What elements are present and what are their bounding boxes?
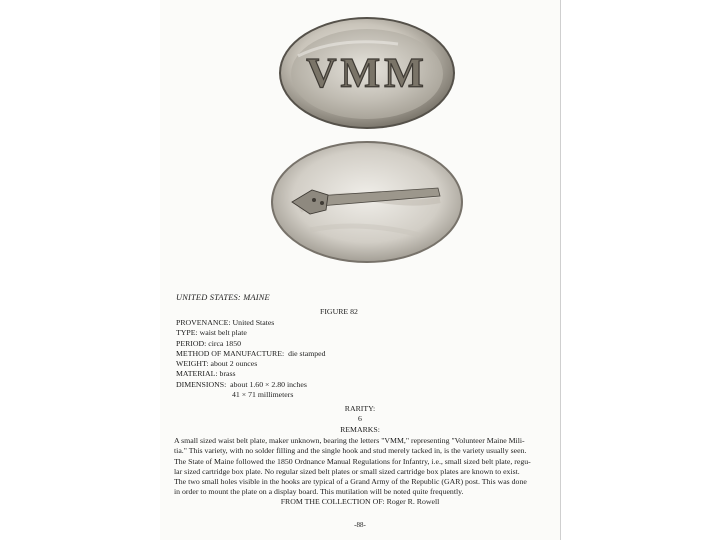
remarks-line: The two small holes visible in the hooks are typical of a Grand Army of the Republic (GAR) post. This was done <box>174 477 527 487</box>
field-label: MATERIAL <box>176 369 216 379</box>
field-label: DIMENSIONS <box>176 379 225 389</box>
field-value: about 1.60 × 2.80 inches <box>230 379 307 389</box>
remarks-line: The State of Maine followed the 1850 Ordnance Manual Regulations for Infantry, i.e., small sized belt plate, regu- <box>174 456 531 466</box>
rarity-block <box>0 404 720 435</box>
figure-label: FIGURE 82 <box>320 307 358 316</box>
remarks-line: lar sized cartridge box plate. No regular sized belt plates or small sized cartridge box plates are known to exist. <box>174 466 520 476</box>
field-label: TYPE <box>176 328 196 338</box>
page-number: -88- <box>354 521 366 529</box>
remarks-line: A small sized waist belt plate, maker unknown, bearing the letters "VMM," representing "Volunteer Maine Mili- <box>174 436 525 445</box>
field-method: METHOD OF MANUFACTURE: die stamped <box>176 348 326 358</box>
field-period: PERIOD: circa 1850 <box>176 338 241 348</box>
field-label: WEIGHT <box>176 359 207 369</box>
specification-list <box>176 318 326 400</box>
field-value: die stamped <box>288 348 326 358</box>
field-value: circa 1850 <box>208 338 241 348</box>
subject-heading: UNITED STATES: MAINE <box>176 293 270 302</box>
rarity-value: 6 <box>358 414 362 424</box>
field-value: waist belt plate <box>199 328 247 338</box>
field-type: TYPE: waist belt plate <box>176 328 247 338</box>
remarks-paragraph <box>174 436 556 498</box>
rarity-label: RARITY: <box>344 404 376 413</box>
field-provenance: PROVENANCE: United States <box>176 318 275 327</box>
field-dimensions-metric: 41 × 71 millimeters <box>232 390 294 400</box>
remarks-label: REMARKS: <box>340 424 380 434</box>
collection-credit: FROM THE COLLECTION OF: Roger R. Rowell <box>280 497 440 506</box>
field-label: PERIOD <box>176 338 205 348</box>
remarks-line: in order to mount the plate on a display board. This mutilation will be noted quite frequently. <box>174 487 464 497</box>
field-value: United States <box>232 318 275 327</box>
field-material: MATERIAL: brass <box>176 369 236 379</box>
remarks-line: tia." This variety, with no solder filling and the single hook and stud merely tacked in, is the variety usually seen. <box>174 446 527 456</box>
field-weight: WEIGHT: about 2 ounces <box>176 359 258 369</box>
field-value: about 2 ounces <box>210 359 258 369</box>
plate-letters: VMM <box>306 51 428 97</box>
field-label: METHOD OF MANUFACTURE <box>176 348 282 358</box>
field-dimensions: DIMENSIONS: about 1.60 × 2.80 inches <box>176 379 307 389</box>
belt-plate-back-photo <box>270 140 464 264</box>
field-value: brass <box>219 369 236 379</box>
field-label: PROVENANCE <box>176 318 229 327</box>
belt-plate-front-photo <box>278 16 456 130</box>
